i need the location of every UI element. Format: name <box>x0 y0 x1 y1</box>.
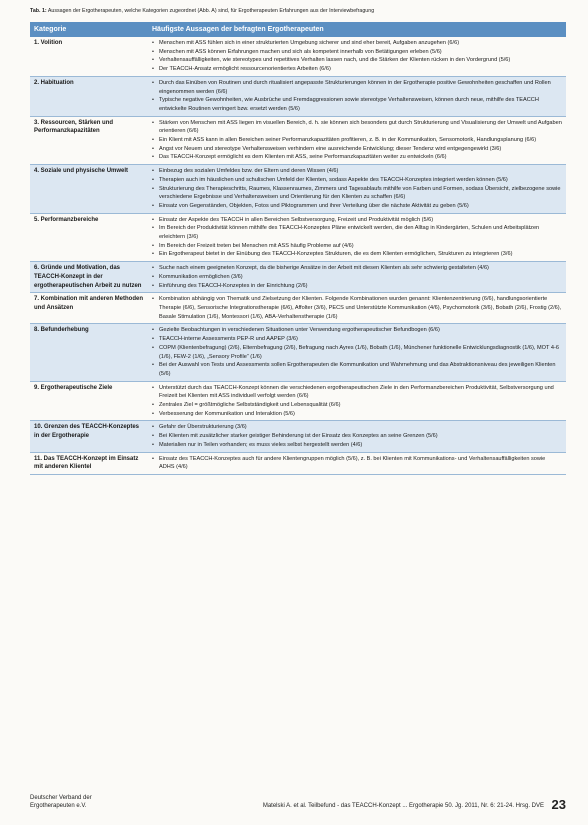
category-cell: 3. Ressourcen, Stärken und Performanzkapazitäten <box>30 116 148 165</box>
statement-item: • Durch das Einüben von Routinen und durch ritualisiert angepasste Strukturierungen können in der Ergotherapie positive Gewohnheiten geschaffen und Rollen eingenommen werden (6/6) <box>152 79 562 96</box>
statement-item: • Im Bereich der Freizeit treten bei Menschen mit ASS häufig Probleme auf (4/6) <box>152 242 562 251</box>
statement-item: • Bei der Auswahl von Tests und Assessments sollen Ergotherapeuten die Kommunikation und Wahrnehmung und das Abstraktionsniveau des jeweiligen Klienten (5/6) <box>152 361 562 378</box>
table-row <box>30 421 566 452</box>
table-row <box>30 381 566 421</box>
statement-item: • Verbesserung der Kommunikation und Interaktion (5/6) <box>152 410 562 419</box>
statement-list <box>152 326 562 378</box>
statement-list <box>152 295 562 321</box>
statement-item: • Materialien nur in Teilen vorhanden; es muss vieles selbst hergestellt werden (4/6) <box>152 441 562 450</box>
table-row <box>30 165 566 214</box>
citation: Matelski A. et al. Teilbefund - das TEACCH-Konzept ... Ergotherapie 50. Jg. 2011, Nr. 6: 21-24. Hrsg. DVE <box>262 803 544 809</box>
statement-list <box>152 79 562 114</box>
table-row <box>30 452 566 474</box>
statement-item: • TEACCH-interne Assessments PEP-R und AAPEP (3/6) <box>152 335 562 344</box>
page-content <box>30 8 566 475</box>
statement-item: • Das TEACCH-Konzept ermöglicht es dem Klienten mit ASS, seine Performanzkapazitäten weiter zu entwickeln (6/6) <box>152 153 562 162</box>
publisher-line-1: Deutscher Verband der <box>30 795 92 801</box>
statement-item: • Einsatz von Gegenständen, Objekten, Fotos und Piktogrammen und ihrer Verteilung über die nächste Aktivität zu geben (5/6) <box>152 202 562 211</box>
header-statements: Häufigste Aussagen der befragten Ergotherapeuten <box>148 22 566 37</box>
statement-item: • Ein Klient mit ASS kann in allen Bereichen seiner Performanzkapazitäten profitieren, z. B. in der Kommunikation, Sensomotorik, Handlungsplanung (6/6) <box>152 136 562 145</box>
statement-item: • Einsatz des TEACCH-Konzeptes auch für andere Klientengruppen möglich (5/6), z. B. bei Klienten mit Kommunikations- und Verhaltensauffälligkeiten sowie ADHS (4/6) <box>152 455 562 472</box>
table-row <box>30 37 566 76</box>
statement-item: • Unterstützt durch das TEACCH-Konzept können die verschiedenen ergotherapeutischen Ziele in den Performanzbereichen Produktivität, Selbstversorgung und Freizeit bei Klienten mit ASS individuell verfolgt werden (6/6) <box>152 384 562 401</box>
statement-item: • Strukturierung des Therapieschritts, Raumes, Klassenraumes, Zimmers und Tagesablaufs mithilfe von Farben und Formen, sodass Übersicht, zielbezogene sowie verschiedene Ergebnisse und Verhaltensweisen und Orientierung für den Klienten zu schaffen (6/6) <box>152 185 562 202</box>
statements-cell <box>148 293 566 324</box>
table-row <box>30 262 566 293</box>
statement-item: • Der TEACCH-Ansatz ermöglicht ressourcenorientiertes Arbeiten (6/6) <box>152 65 562 74</box>
table-header-row <box>30 22 566 37</box>
statement-item: • Stärken von Menschen mit ASS liegen im visuellen Bereich, d. h. sie können sich besonders gut durch Strukturierung und Visualisierung der Umwelt und Aufgaben orientieren (6/6) <box>152 119 562 136</box>
publisher-line-2: Ergotherapeuten e.V. <box>30 803 87 809</box>
statement-item: • Im Bereich der Produktivität können mithilfe des TEACCH-Konzeptes Pläne entwickelt werden, die den Alltag in Kindergärten, Schulen und Arbeitsplätzen erleichtern (3/6) <box>152 224 562 241</box>
table-body <box>30 37 566 474</box>
category-cell: 2. Habituation <box>30 76 148 116</box>
statement-item: • Verhaltensauffälligkeiten, wie stereotypes und repetitives Verhalten lassen nach, und die Stärken der Klienten rücken in den Vordergrund (5/6) <box>152 56 562 65</box>
table-row <box>30 76 566 116</box>
table-row <box>30 324 566 381</box>
statement-item: • Einsatz der Aspekte des TEACCH in allen Bereichen Selbstversorgung, Freizeit und Produktivität möglich (5/6) <box>152 216 562 225</box>
category-cell: 7. Kombination mit anderen Methoden und Ansätzen <box>30 293 148 324</box>
category-cell: 1. Volition <box>30 37 148 76</box>
header-category: Kategorie <box>30 22 148 37</box>
statements-cell <box>148 76 566 116</box>
statement-list <box>152 455 562 472</box>
page-footer <box>30 794 566 820</box>
statements-cell <box>148 213 566 262</box>
statements-cell <box>148 421 566 452</box>
statement-list <box>152 423 562 449</box>
statement-item: • COPM (Klientenbefragung) (2/6), Elternbefragung (2/6), Befragung nach Ayres (1/6), Bobath (1/6), Münchener funktionelle Entwicklungsdiagnostik (1/6), MOT 4-6 (1/6), FEW-2 (1/6), „Sensory Profile“ (1/6) <box>152 344 562 361</box>
category-cell: 6. Gründe und Motivation, das TEACCH-Konzept in der ergotherapeutischen Arbeit zu nutzen <box>30 262 148 293</box>
statement-list <box>152 264 562 290</box>
statements-cell <box>148 116 566 165</box>
statement-item: • Ein Ergotherapeut bietet in der Einübung des TEACCH-Konzeptes Strukturen, die es dem Klienten ermöglichen, Strukturen zu integrieren (3/6) <box>152 250 562 259</box>
statements-cell <box>148 452 566 474</box>
results-table <box>30 22 566 475</box>
statements-cell <box>148 37 566 76</box>
statement-item: • Einbezug des sozialen Umfeldes bzw. der Eltern und deren Wissen (4/6) <box>152 167 562 176</box>
category-cell: 4. Soziale und physische Umwelt <box>30 165 148 214</box>
statements-cell <box>148 165 566 214</box>
statements-cell <box>148 262 566 293</box>
statement-item: • Menschen mit ASS können Erfahrungen machen und sich als kompetent innerhalb von Betätigungen erleben (5/6) <box>152 48 562 57</box>
statements-cell <box>148 381 566 421</box>
statement-list <box>152 167 562 211</box>
category-cell: 5. Performanzbereiche <box>30 213 148 262</box>
statement-item: • Kommunikation ermöglichen (3/6) <box>152 273 562 282</box>
statement-item: • Kombination abhängig von Thematik und Zielsetzung der Klienten. Folgende Kombinationen wurden genannt: Klientenzentrierung (6/6), handlungsorientierte Therapie (6/6), Sensorische Integrationstherapie (6/6), Affolter (3/6), PECS und Unterstützte Kommunikation (4/6), Psychomotorik (3/6), Bobath (2/6), Frostig (2/6), Basale Stimulation (1/6), Montessori (1/6), ABA-Verhaltenstherapie (1/6) <box>152 295 562 321</box>
statement-list <box>152 39 562 74</box>
table-row <box>30 293 566 324</box>
statement-item: • Therapien auch im häuslichen und schulischen Umfeld der Klienten, sodass Aspekte des TEACCH-Konzeptes integriert werden können (5/6) <box>152 176 562 185</box>
category-cell: 8. Befunderhebung <box>30 324 148 381</box>
caption-text: Aussagen der Ergotherapeuten, welche Kategorien zugeordnet (Abb. A) sind, für Ergotherapeuten Erfahrungen aus der Interviewbefragung <box>47 8 375 14</box>
statements-cell <box>148 324 566 381</box>
statement-item: • Zentrales Ziel = größtmögliche Selbstständigkeit und Lebensqualität (6/6) <box>152 401 562 410</box>
table-row <box>30 116 566 165</box>
table-caption <box>30 8 566 22</box>
statement-item: • Menschen mit ASS fühlen sich in einer strukturierten Umgebung sicherer und sind eher bereit, Aufgaben anzugehen (6/6) <box>152 39 562 48</box>
statement-item: • Einführung des TEACCH-Konzeptes in der Einrichtung (2/6) <box>152 282 562 291</box>
statement-list <box>152 216 562 260</box>
statement-item: • Typische negative Gewohnheiten, wie Ausbrüche und Fremdaggressionen sowie stereotype Verhaltensweisen, können durch neue, mithilfe des TEACCH entwickelte Routinen verringert bzw. ersetzt werden (5/6) <box>152 96 562 113</box>
statement-item: • Suche nach einem geeigneten Konzept, da die bisherige Ansätze in der Arbeit mit diesen Klienten als sehr schwierig gestalteten (4/6) <box>152 264 562 273</box>
statement-item: • Gezielte Beobachtungen in verschiedenen Situationen unter Verwendung ergotherapeutischer Befundbogen (6/6) <box>152 326 562 335</box>
statement-list <box>152 119 562 163</box>
statement-list <box>152 384 562 419</box>
category-cell: 9. Ergotherapeutische Ziele <box>30 381 148 421</box>
page-number: 23 <box>551 797 566 812</box>
publisher-name <box>30 794 92 810</box>
caption-label: Tab. 1: <box>30 8 47 14</box>
statement-item: • Gefahr der Überstrukturierung (3/6) <box>152 423 562 432</box>
table-row <box>30 213 566 262</box>
category-cell: 11. Das TEACCH-Konzept im Einsatz mit anderen Klientel <box>30 452 148 474</box>
statement-item: • Angst vor Neuem und stereotype Verhaltensweisen verhindern eine ausreichende Entwicklung; dieser Tendenz wird entgegengewirkt (3/6) <box>152 145 562 154</box>
category-cell: 10. Grenzen des TEACCH-Konzeptes in der Ergotherapie <box>30 421 148 452</box>
statement-item: • Bei Klienten mit zusätzlicher starker geistiger Behinderung ist der Einsatz des Konzeptes an seine Grenzen (5/6) <box>152 432 562 441</box>
